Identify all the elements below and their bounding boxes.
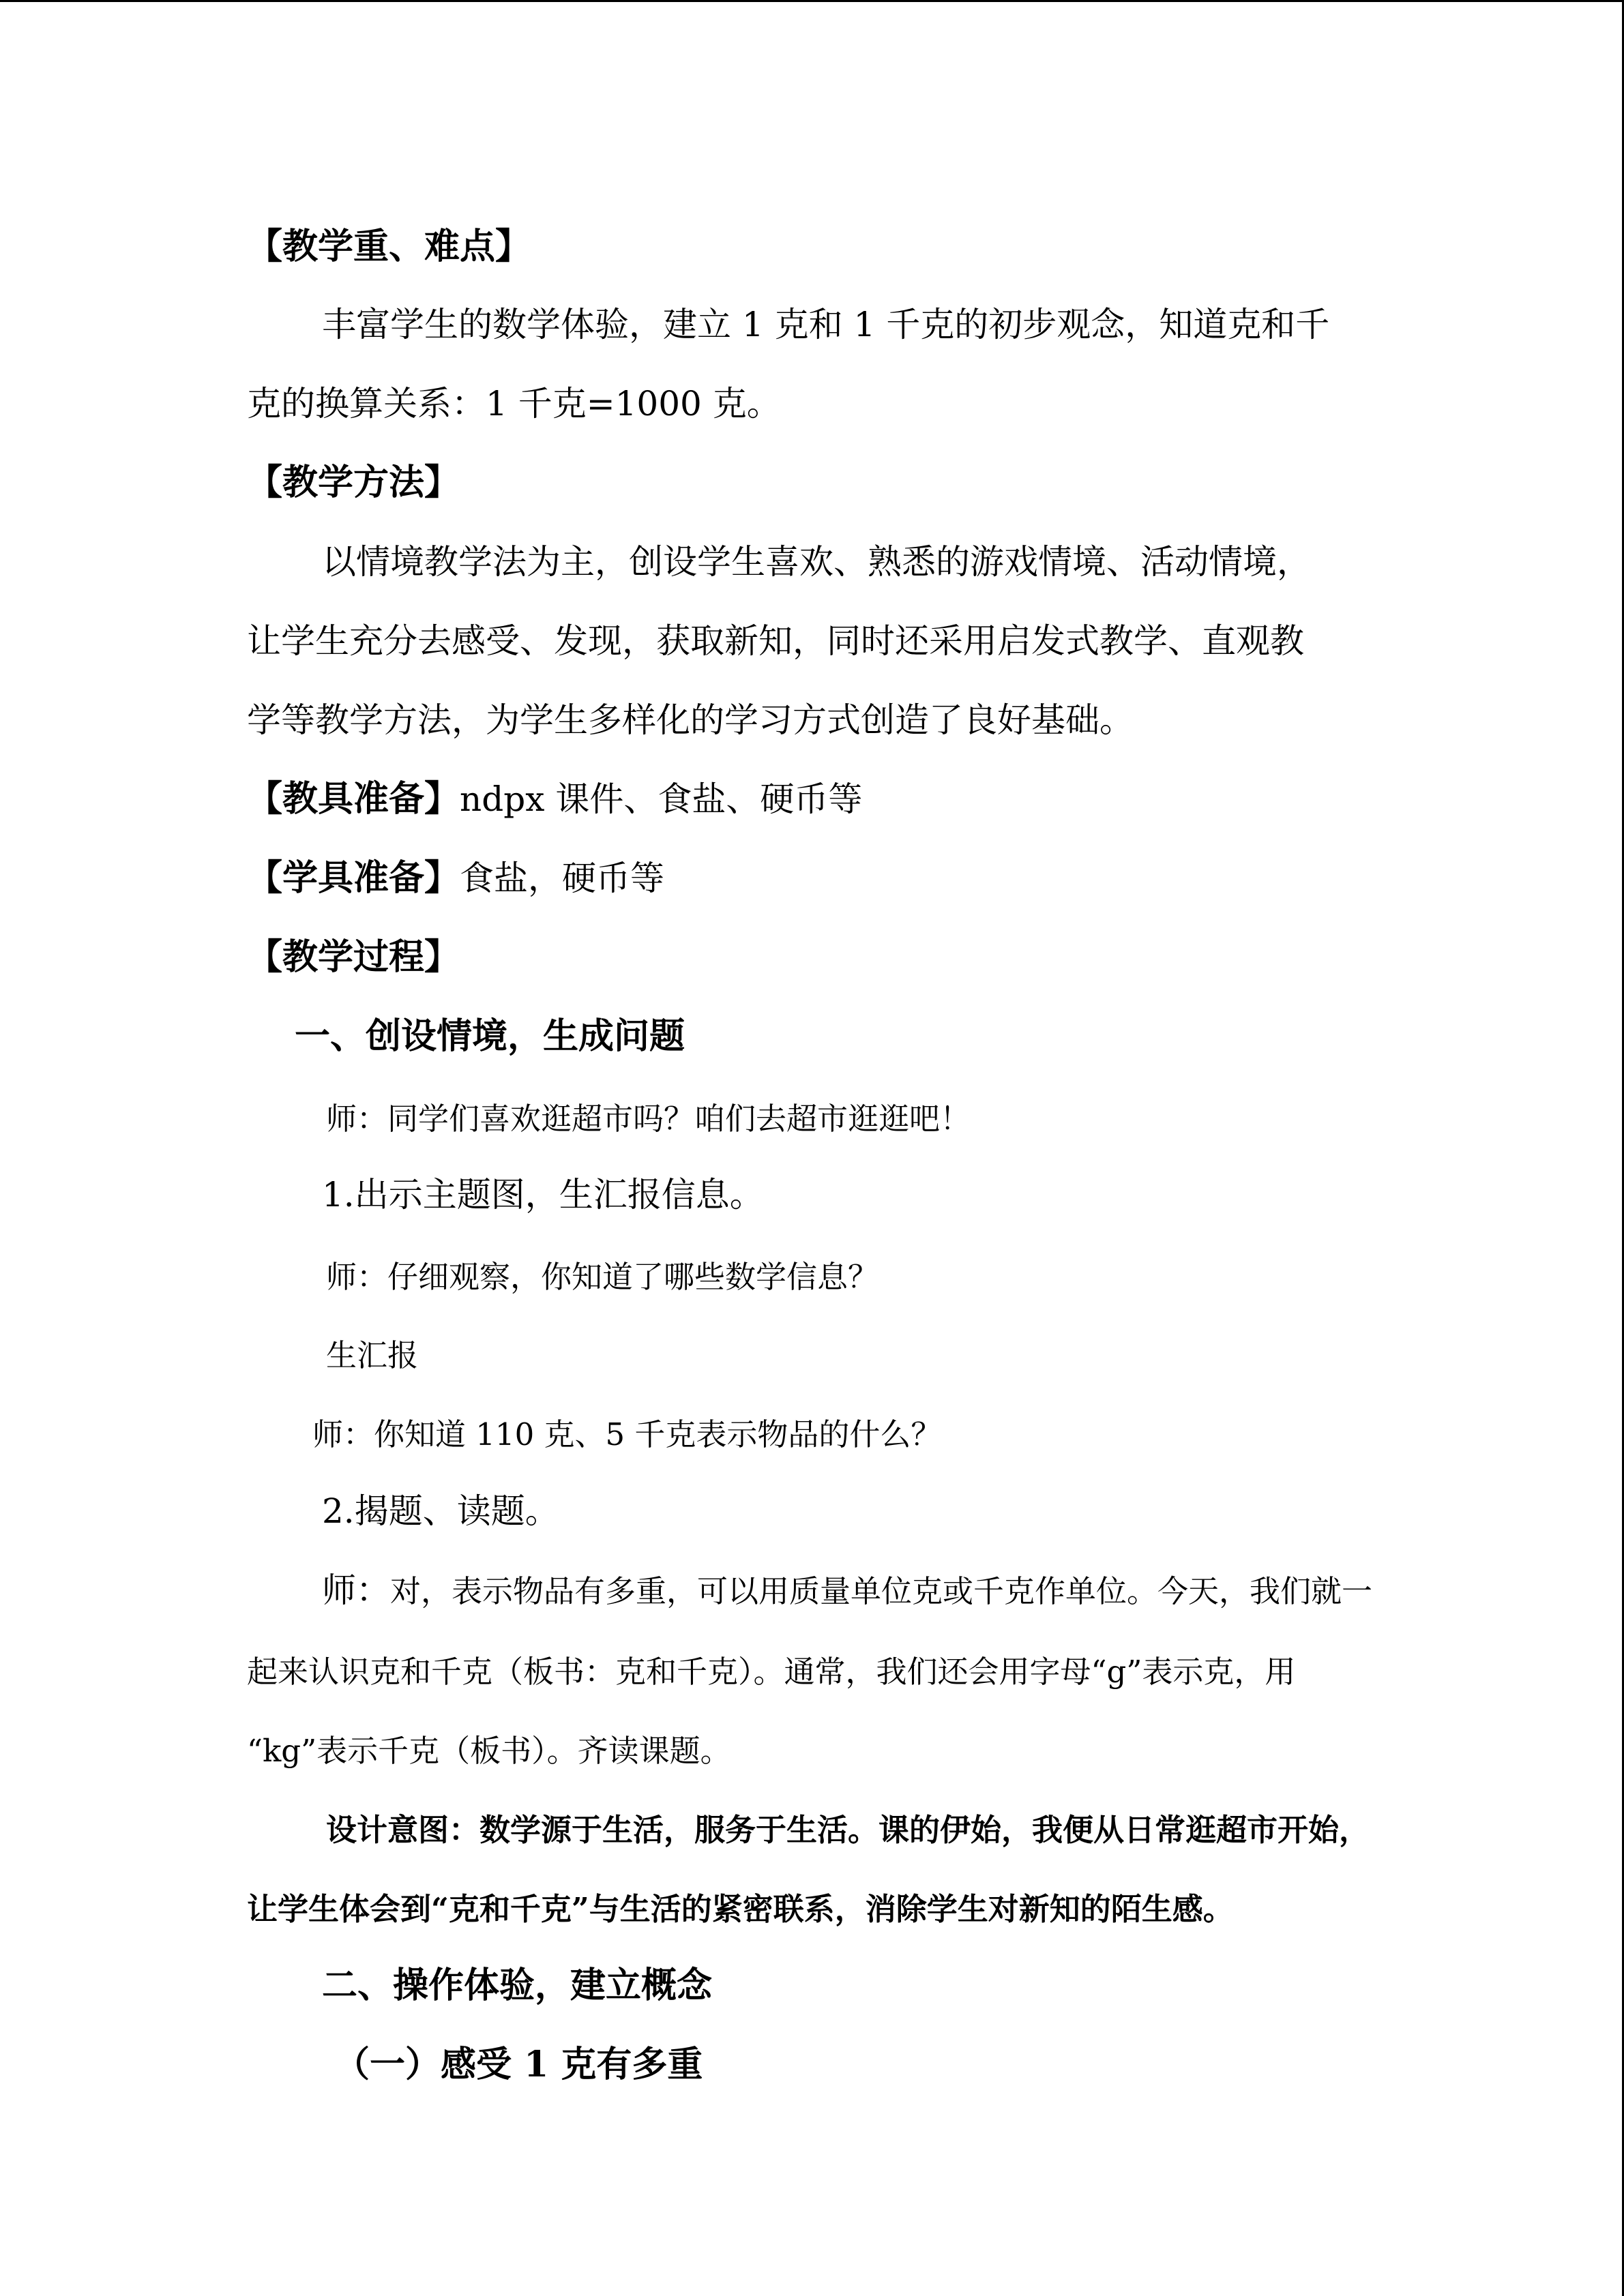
methods-body-line-2: 让学生充分去感受、发现，获取新知，同时还采用启发式教学、直观教 [247, 621, 1304, 661]
part1-line-4: 生汇报 [326, 1337, 419, 1373]
part1-line-7-rest: 对，表示物品有多重，可以用质量单位克或千克作单位。今天，我们就一 [390, 1573, 1373, 1609]
part1-line-1: 师：同学们喜欢逛超市吗？咱们去超市逛逛吧！ [326, 1101, 971, 1137]
methods-heading: 【教学方法】 [247, 462, 460, 503]
teacher-tools-value: ndpx 课件、食盐、硬币等 [460, 779, 863, 819]
part1-line-8: 起来认识克和千克（板书：克和千克）。通常，我们还会用字母“g”表示克，用 [247, 1654, 1296, 1690]
student-tools-line [247, 858, 664, 899]
part1-title: 一、创设情境，生成问题 [295, 1015, 685, 1057]
student-tools-value: 食盐，硬币等 [460, 859, 665, 898]
part1-line-7-prefix: 师： [322, 1570, 390, 1610]
part1-line-3: 师：仔细观察，你知道了哪些数学信息？ [326, 1259, 879, 1295]
teacher-tools-line [247, 779, 862, 820]
design-intent-line-1: 设计意图：数学源于生活，服务于生活。课的伊始，我便从日常逛超市开始， [326, 1812, 1370, 1848]
methods-body-line-1: 以情境教学法为主，创设学生喜欢、熟悉的游戏情境、活动情境， [322, 542, 1311, 582]
process-heading: 【教学过程】 [247, 936, 460, 978]
methods-body-line-3: 学等教学方法，为学生多样化的学习方式创造了良好基础。 [247, 700, 1134, 740]
student-tools-label: 【学具准备】 [247, 857, 460, 899]
part1-line-9: “kg”表示千克（板书）。齐读课题。 [247, 1733, 731, 1769]
part1-line-7 [322, 1570, 1372, 1612]
design-intent-line-2: 让学生体会到“克和千克”与生活的紧密联系，消除学生对新知的陌生感。 [247, 1891, 1234, 1927]
part2-subsection-1: （一）感受 1 克有多重 [334, 2044, 703, 2085]
part1-line-2: 1.出示主题图，生汇报信息。 [322, 1175, 764, 1214]
part1-line-5: 师：你知道 110 克、5 千克表示物品的什么？ [312, 1416, 942, 1452]
teacher-tools-label: 【教具准备】 [247, 778, 460, 820]
key-points-heading: 【教学重、难点】 [247, 226, 531, 267]
key-points-body-line-2: 克的换算关系：1 千克=1000 克。 [247, 384, 781, 423]
part2-title: 二、操作体验，建立概念 [322, 1965, 713, 2006]
part1-line-6: 2.揭题、读题。 [322, 1491, 559, 1531]
key-points-body-line-1: 丰富学生的数学体验，建立 1 克和 1 千克的初步观念，知道克和千 [322, 305, 1330, 344]
